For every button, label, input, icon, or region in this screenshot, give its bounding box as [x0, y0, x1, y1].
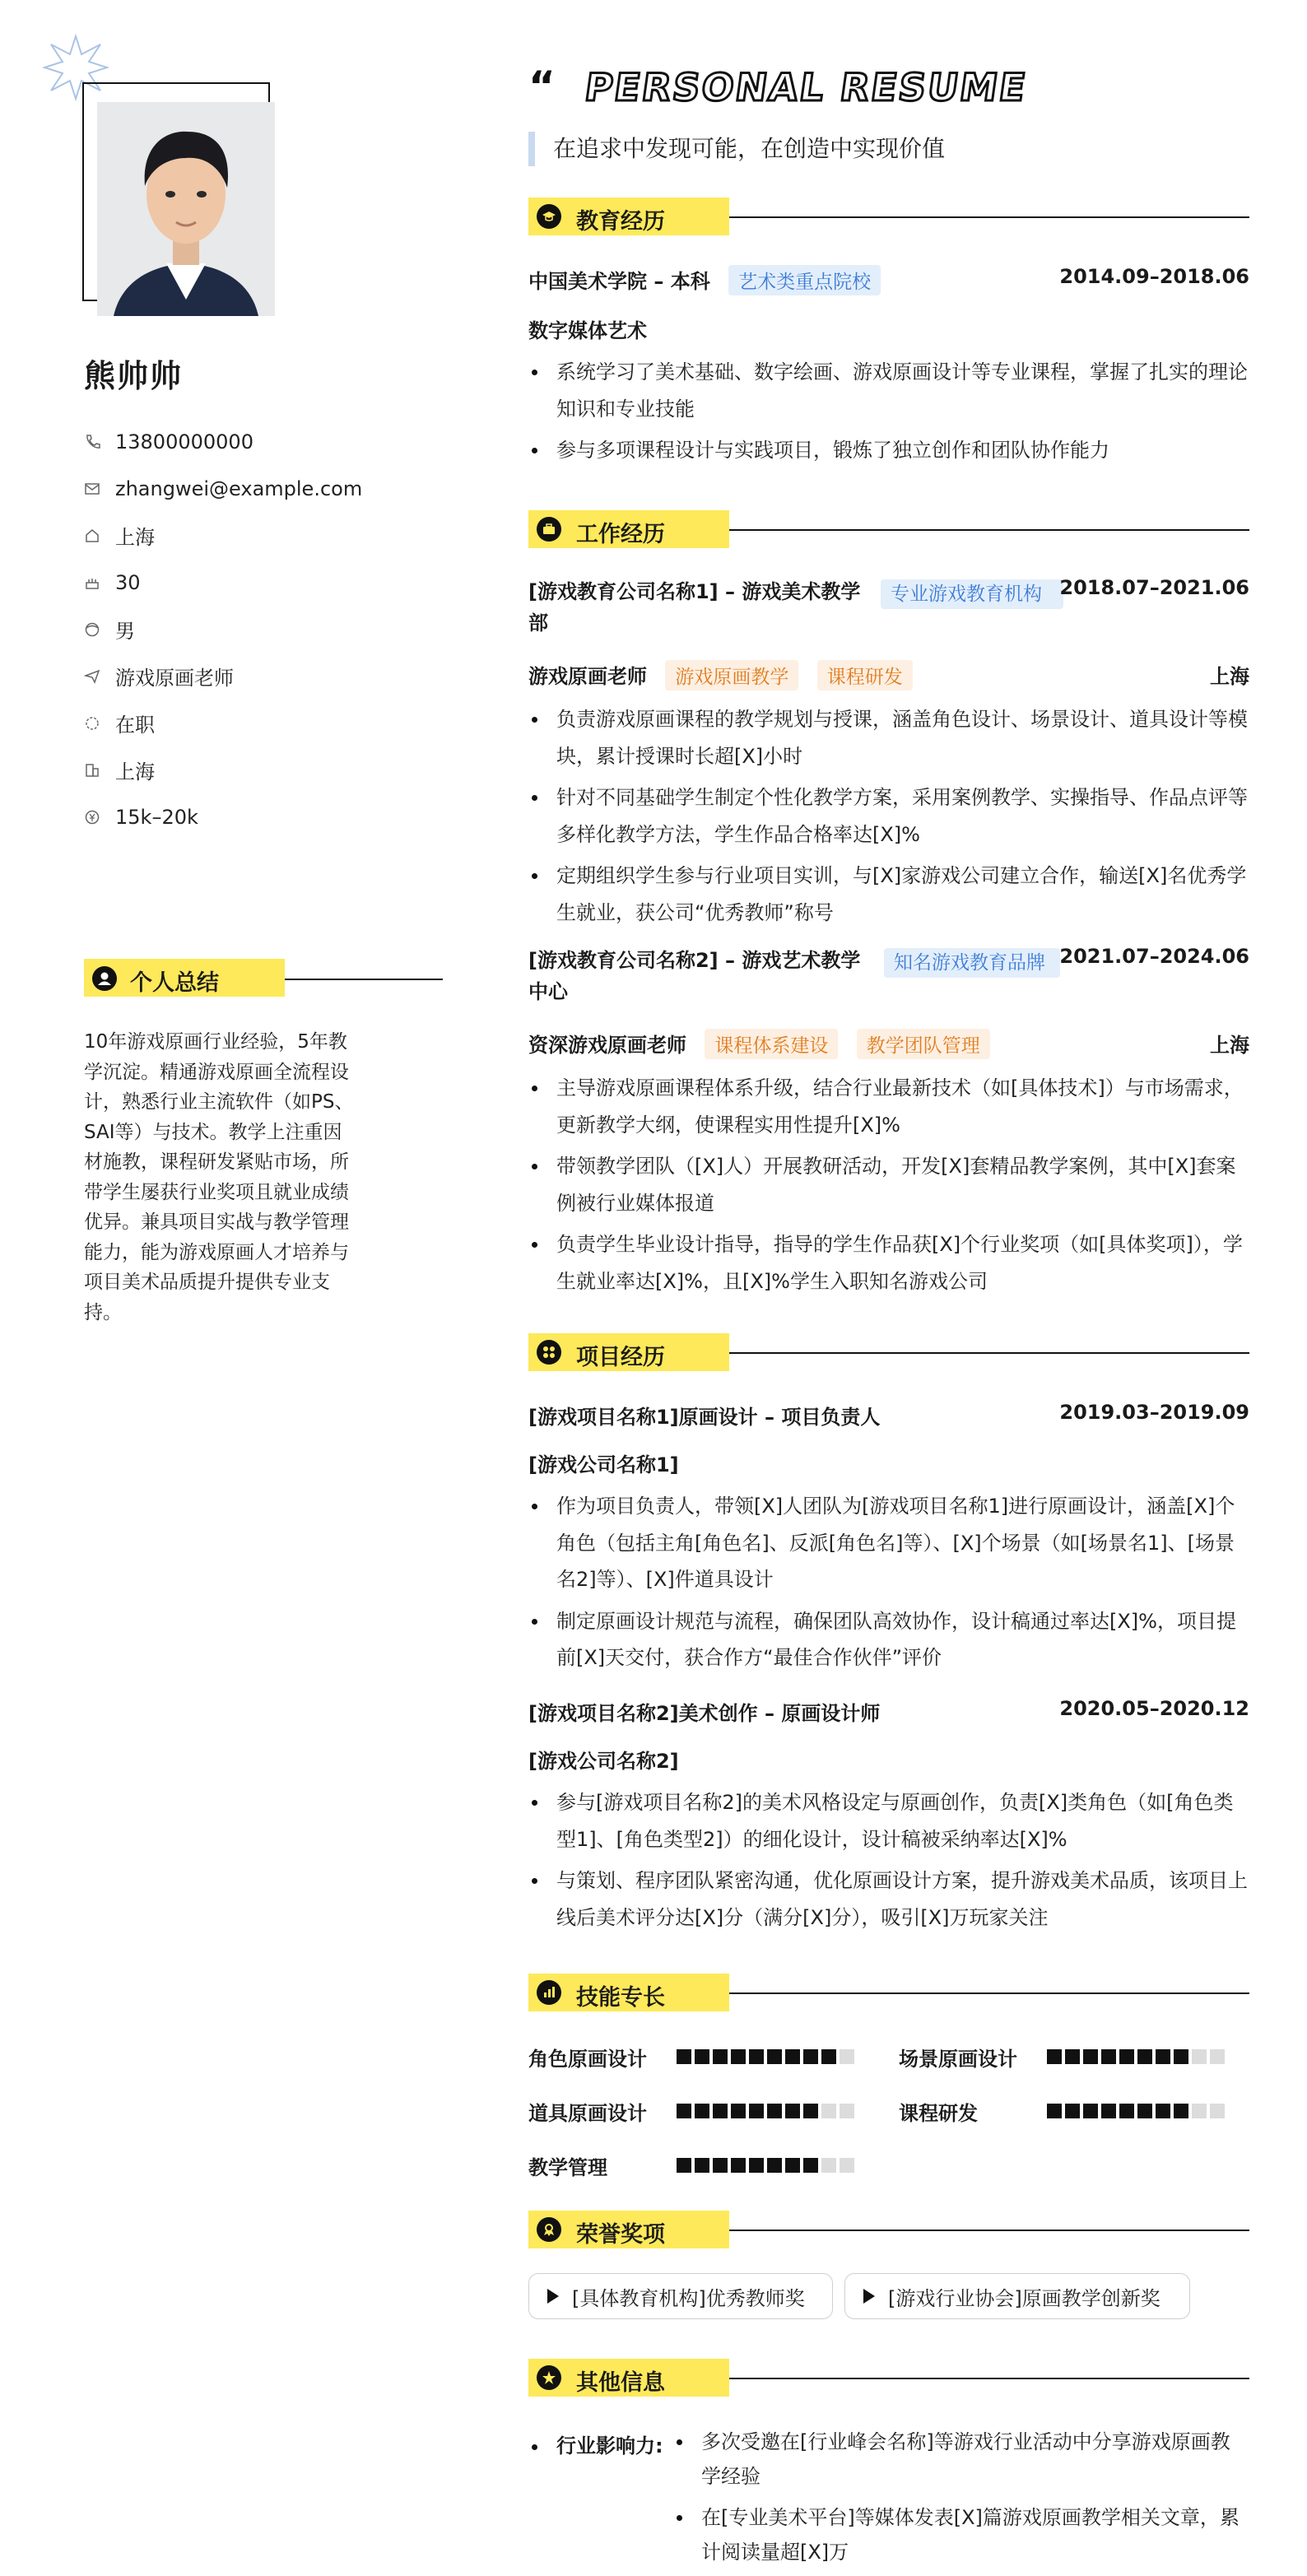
project-1-name: [游戏项目名称1]原画设计 – 项目负责人: [528, 1406, 881, 1429]
info-status-text: 在职: [115, 714, 155, 737]
award-icon: [537, 2217, 561, 2242]
education-school: 中国美术学院 – 本科: [528, 270, 710, 293]
skill-level-block: [767, 2104, 782, 2118]
job-1-date: 2018.07–2021.06: [1059, 576, 1249, 599]
avatar: [97, 102, 275, 316]
skill-level-block: [731, 2049, 746, 2064]
job-icon: [84, 668, 100, 685]
project-1-head: [528, 1401, 1249, 1430]
info-status: [84, 700, 446, 746]
job-2-head: [528, 945, 1249, 1007]
skill-name: 教学管理: [528, 2155, 607, 2179]
info-home: [84, 512, 446, 559]
education-section-header: [528, 198, 1249, 237]
skill-level-block: [1192, 2049, 1207, 2064]
list-item: 针对不同基础学生制定个性化教学方案，采用案例教学、实操指导、作品点评等多样化教学方法，学生作品合格率达[X]%: [528, 779, 1249, 853]
skill-level-block: [677, 2104, 691, 2118]
skill-level-block: [1174, 2104, 1188, 2118]
job-2-date: 2021.07–2024.06: [1059, 945, 1249, 968]
education-entry-head: [528, 265, 1249, 295]
list-item: 多次受邀在[行业峰会名称]等游戏行业活动中分享游戏原画教学经验: [673, 2425, 1249, 2494]
job-1-role-tag-2: 课程研发: [817, 660, 913, 690]
info-job-text: 游戏原画老师: [115, 667, 234, 690]
list-item: 制定原画设计规范与流程，确保团队高效协作，设计稿通过率达[X]%，项目提前[X]天交付，获合作方“最佳合作伙伴”评价: [528, 1603, 1249, 1676]
skills-title: 技能专长: [576, 1985, 665, 2011]
job-2-tag: 知名游戏教育品牌: [884, 948, 1060, 978]
skill-level-block: [731, 2158, 746, 2173]
skill-level-bar: [677, 2158, 858, 2173]
svg-text:“: “: [528, 63, 556, 110]
project-1-bullets: [528, 1488, 1249, 1681]
skill-level-block: [1119, 2049, 1134, 2064]
honors-section-header: [528, 2211, 1249, 2250]
other-label: 行业影响力:: [528, 2430, 663, 2458]
job-1-location: 上海: [1210, 665, 1249, 688]
info-age-text: 30: [115, 570, 141, 594]
job-1-role: 游戏原画老师: [528, 665, 647, 688]
project-1-date: 2019.03–2019.09: [1059, 1401, 1249, 1424]
info-phone-text: 13800000000: [115, 430, 253, 453]
education-major: 数字媒体艺术: [528, 319, 647, 342]
list-item: 在[专业美术平台]等媒体发表[X]篇游戏原画教学相关文章，累计阅读量超[X]万: [673, 2500, 1249, 2569]
info-city: [84, 746, 446, 793]
skill-level-bar: [1047, 2104, 1228, 2118]
skill-level-block: [713, 2158, 728, 2173]
list-item: 定期组织学生参与行业项目实训，与[X]家游戏公司建立合作，输送[X]名优秀学生就业，获公司“优秀教师”称号: [528, 858, 1249, 931]
profile-name: 熊帅帅: [84, 358, 184, 394]
skill-level-block: [677, 2049, 691, 2064]
resume-title-logo: [527, 58, 1054, 114]
list-item: 带领教学团队（[X]人）开展教研活动，开发[X]套精品教学案例，其中[X]套案例被行业媒体报道: [528, 1148, 1249, 1221]
skill-level-block: [1210, 2104, 1225, 2118]
skill-level-block: [1065, 2104, 1080, 2118]
other-section-header: [528, 2359, 1249, 2398]
briefcase-icon: [537, 517, 561, 542]
info-gender: [84, 606, 446, 653]
skill-level-block: [840, 2104, 854, 2118]
info-salary-text: 15k–20k: [115, 805, 198, 829]
phone-icon: [84, 434, 100, 450]
list-item: 系统学习了美术基础、数字绘画、游戏原画设计等专业课程，掌握了扎实的理论知识和专业技能: [528, 354, 1249, 427]
skill-level-block: [785, 2104, 800, 2118]
project-2-date: 2020.05–2020.12: [1059, 1697, 1249, 1720]
gender-icon: [84, 621, 100, 638]
skill-level-block: [821, 2158, 836, 2173]
resume-title-text: PERSONAL RESUME: [582, 65, 1030, 109]
skill-level-block: [695, 2158, 709, 2173]
skill-level-bar: [677, 2104, 858, 2118]
skill-level-bar: [1047, 2049, 1228, 2064]
skill-level-block: [803, 2104, 818, 2118]
skill-item: [899, 2099, 1228, 2123]
skill-level-block: [785, 2158, 800, 2173]
list-item: 主导游戏原画课程体系升级，结合行业最新技术（如[具体技术]）与市场需求，更新教学大纲，使课程实用性提升[X]%: [528, 1070, 1249, 1143]
honor-text: [游戏行业协会]原画教学创新奖: [888, 2286, 1160, 2310]
chart-icon: [537, 1980, 561, 2005]
skill-level-block: [677, 2158, 691, 2173]
skill-level-block: [1192, 2104, 1207, 2118]
job-2-company: [游戏教育公司名称2] – 游戏艺术教学中心: [528, 949, 861, 1003]
slogan: 在追求中发现可能，在创造中实现价值: [528, 132, 945, 166]
skill-level-block: [1083, 2104, 1098, 2118]
skill-level-block: [695, 2104, 709, 2118]
skill-item: [528, 2044, 858, 2069]
other-title: 其他信息: [576, 2370, 665, 2396]
status-icon: [84, 715, 100, 732]
skill-level-bar: [677, 2049, 858, 2064]
project-2-company: [游戏公司名称2]: [528, 1750, 679, 1773]
list-item: 作为项目负责人，带领[X]人团队为[游戏项目名称1]进行原画设计，涵盖[X]个角色（包括主角[角色名]、反派[角色名]等）、[X]个场景（如[场景名1]、[场景名2]等）、[X]件道具设计: [528, 1488, 1249, 1598]
skill-name: 课程研发: [899, 2101, 978, 2125]
summary-section-header: [84, 957, 364, 998]
job-1-tag: 专业游戏教育机构: [881, 579, 1063, 609]
project-2-head: [528, 1697, 1249, 1726]
skill-level-block: [821, 2104, 836, 2118]
skill-level-block: [1156, 2049, 1170, 2064]
skill-level-block: [749, 2104, 764, 2118]
honor-item: [528, 2273, 833, 2319]
skill-level-block: [749, 2049, 764, 2064]
skill-level-block: [695, 2049, 709, 2064]
graduation-cap-icon: [537, 204, 561, 229]
play-icon: [547, 2289, 559, 2304]
job-2-role-tag-2: 教学团队管理: [857, 1029, 990, 1059]
skill-level-block: [767, 2049, 782, 2064]
job-1-role-row: [528, 660, 1249, 690]
skill-level-block: [1083, 2049, 1098, 2064]
skill-name: 道具原画设计: [528, 2101, 647, 2125]
skill-level-block: [1065, 2049, 1080, 2064]
job-2-bullets: [528, 1070, 1249, 1304]
contact-info-list: [84, 418, 446, 840]
grid-icon: [537, 1340, 561, 1365]
list-item: 参与[游戏项目名称2]的美术风格设定与原画创作，负责[X]类角色（如[角色类型1]、[角色类型2]）的细化设计，设计稿被采纳率达[X]%: [528, 1784, 1249, 1858]
skill-level-block: [1047, 2104, 1062, 2118]
skill-level-block: [713, 2104, 728, 2118]
job-2-role-row: [528, 1029, 1249, 1059]
skill-level-block: [1137, 2104, 1152, 2118]
job-1-bullets: [528, 701, 1249, 936]
star-badge-icon: [537, 2365, 561, 2390]
job-1-head: [528, 576, 1249, 639]
skill-level-block: [1047, 2049, 1062, 2064]
summary-text: 10年游戏原画行业经验，5年教学沉淀。精通游戏原画全流程设计，熟悉行业主流软件（如PS、SAI等）与技术。教学上注重因材施教，课程研发紧贴市场，所带学生屡获行业奖项且就业成绩优异。兼具项目实战与教学管理能力，能为游戏原画人才培养与项目美术品质提升提供专业支持。: [84, 1031, 354, 1323]
info-city-text: 上海: [115, 760, 155, 783]
honors-title: 荣誉奖项: [576, 2222, 665, 2248]
summary-title: 个人总结: [130, 970, 219, 996]
skill-level-block: [1119, 2104, 1134, 2118]
skill-item: [899, 2044, 1228, 2069]
skill-level-block: [767, 2158, 782, 2173]
education-bullets: [528, 354, 1249, 474]
info-job: [84, 653, 446, 700]
skill-level-block: [731, 2104, 746, 2118]
skill-level-block: [821, 2049, 836, 2064]
list-item: 负责学生毕业设计指导，指导的学生作品获[X]个行业奖项（如[具体奖项]），学生就业率达[X]%，且[X]%学生入职知名游戏公司: [528, 1226, 1249, 1300]
info-salary: [84, 793, 446, 840]
skill-level-block: [1137, 2049, 1152, 2064]
work-section-header: [528, 510, 1249, 550]
job-2-location: 上海: [1210, 1034, 1249, 1057]
city-icon: [84, 762, 100, 779]
home-icon: [84, 528, 100, 544]
skill-level-block: [803, 2049, 818, 2064]
education-title: 教育经历: [576, 209, 665, 235]
skill-level-block: [1174, 2049, 1188, 2064]
skill-level-block: [840, 2049, 854, 2064]
projects-section-header: [528, 1333, 1249, 1373]
play-icon: [863, 2289, 875, 2304]
info-gender-text: 男: [115, 620, 135, 643]
projects-title: 项目经历: [576, 1345, 665, 1370]
list-item: 与策划、程序团队紧密沟通，优化原画设计方案，提升游戏美术品质，该项目上线后美术评分达[X]分（满分[X]分），吸引[X]万玩家关注: [528, 1862, 1249, 1936]
info-age: [84, 559, 446, 606]
skill-level-block: [713, 2049, 728, 2064]
info-email-text: zhangwei@example.com: [115, 477, 363, 500]
skill-level-block: [785, 2049, 800, 2064]
job-1-company: [游戏教育公司名称1] – 游戏美术教学部: [528, 580, 861, 635]
work-title: 工作经历: [576, 522, 665, 547]
job-1-role-tag-1: 游戏原画教学: [665, 660, 798, 690]
skill-level-block: [803, 2158, 818, 2173]
email-icon: [84, 481, 100, 497]
project-1-company: [游戏公司名称1]: [528, 1453, 679, 1476]
info-phone: [84, 418, 446, 465]
job-2-role: 资深游戏原画老师: [528, 1034, 686, 1057]
project-2-bullets: [528, 1784, 1249, 1941]
skills-section-header: [528, 1974, 1249, 2013]
skill-name: 角色原画设计: [528, 2047, 647, 2071]
list-item: 参与多项课程设计与实践项目，锻炼了独立创作和团队协作能力: [528, 432, 1249, 469]
skill-item: [528, 2153, 858, 2178]
education-date: 2014.09–2018.06: [1059, 265, 1249, 288]
other-bullets: [673, 2425, 1249, 2576]
info-email: [84, 465, 446, 512]
education-tag: 艺术类重点院校: [728, 265, 881, 295]
skill-level-block: [1101, 2049, 1116, 2064]
skill-level-block: [840, 2158, 854, 2173]
honor-text: [具体教育机构]优秀教师奖: [572, 2286, 805, 2310]
user-icon: [92, 966, 117, 991]
skill-level-block: [1210, 2049, 1225, 2064]
info-home-text: 上海: [115, 526, 155, 549]
skill-level-block: [1156, 2104, 1170, 2118]
skill-item: [528, 2099, 858, 2123]
job-2-role-tag-1: 课程体系建设: [705, 1029, 838, 1059]
skill-name: 场景原画设计: [899, 2047, 1017, 2071]
age-icon: [84, 574, 100, 591]
salary-icon: [84, 809, 100, 825]
project-2-name: [游戏项目名称2]美术创作 – 原画设计师: [528, 1702, 881, 1725]
skill-level-block: [1101, 2104, 1116, 2118]
skill-level-block: [749, 2158, 764, 2173]
honor-item: [844, 2273, 1190, 2319]
list-item: 负责游戏原画课程的教学规划与授课，涵盖角色设计、场景设计、道具设计等模块，累计授课时长超[X]小时: [528, 701, 1249, 774]
